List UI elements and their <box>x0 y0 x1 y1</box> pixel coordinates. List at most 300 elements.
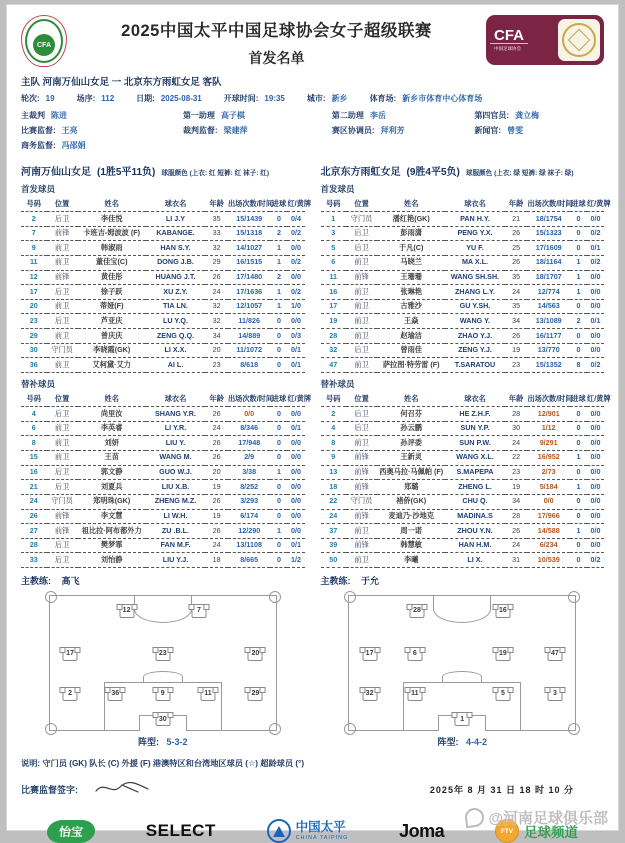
cell-number: 7 <box>21 226 47 241</box>
column-header: 年龄 <box>505 197 528 212</box>
ftv-circle-icon: FTV <box>495 819 519 843</box>
field-label: 比赛监督: <box>21 126 56 135</box>
cell-cards: 0/1 <box>287 538 304 553</box>
center-circle-arc <box>134 595 192 623</box>
cell-position: 守门员 <box>346 212 377 227</box>
cell-position: 前锋 <box>47 226 78 241</box>
away-team-column <box>320 159 611 748</box>
cestbon-wordmark: 怡宝 <box>46 820 96 843</box>
cell-number: 5 <box>321 241 347 256</box>
label-value-pair <box>21 125 183 136</box>
player-row <box>321 285 605 300</box>
cell-name: 孙云鹏 <box>377 421 445 436</box>
cell-name: 蒂娅(F) <box>78 299 146 314</box>
cell-age: 23 <box>205 358 228 373</box>
cell-goals: 0 <box>570 553 587 568</box>
player-row <box>321 421 605 436</box>
cell-position: 后卫 <box>346 343 377 358</box>
cell-jersey-name: SUN Y.P. <box>445 421 505 436</box>
field-value: 高子棋 <box>220 111 245 120</box>
cell-caps-time: 13/1108 <box>228 538 271 553</box>
cell-position: 前卫 <box>346 553 377 568</box>
column-header: 姓名 <box>377 197 445 212</box>
cell-goals: 0 <box>270 407 287 422</box>
cell-number: 39 <box>321 538 347 553</box>
column-header: 进球 <box>570 197 587 212</box>
field-value: 梁建萍 <box>223 126 248 135</box>
jersey-number: 17 <box>365 650 374 658</box>
cell-name: 于凡(C) <box>377 241 445 256</box>
cell-caps-time: 10/539 <box>527 553 570 568</box>
field-value: 新乡市体育中心体育场 <box>402 94 483 103</box>
player-row <box>21 212 305 227</box>
cell-cards: 0/1 <box>287 358 304 373</box>
taiping-en-wordmark: CHINA TAIPING <box>295 834 349 841</box>
cell-age: 26 <box>205 450 228 465</box>
cell-cards: 0/0 <box>587 480 604 495</box>
cell-age: 29 <box>205 255 228 270</box>
cell-goals: 0 <box>270 538 287 553</box>
teams-line: 主队 河南万仙山女足 一 北京东方雨虹女足 客队 <box>21 77 222 88</box>
cell-number: 15 <box>21 450 47 465</box>
cell-number: 9 <box>321 450 347 465</box>
field-value: 王亮 <box>61 126 78 135</box>
team-columns <box>7 153 618 748</box>
player-row <box>21 509 305 524</box>
cell-cards: 0/0 <box>587 494 604 509</box>
cell-goals: 0 <box>270 509 287 524</box>
cell-goals: 1 <box>570 285 587 300</box>
field-label: 第一助理 <box>182 111 215 120</box>
cell-age: 35 <box>205 212 228 227</box>
column-header: 位置 <box>47 392 78 407</box>
cell-cards: 0/0 <box>287 494 304 509</box>
cell-jersey-name: AI L. <box>146 358 206 373</box>
column-header: 红/黄牌 <box>287 197 304 212</box>
column-header: 进球 <box>270 197 287 212</box>
column-header: 出场次数/时间 <box>527 392 570 407</box>
cell-name: 刘怡静 <box>78 553 146 568</box>
select-wordmark: SELECT <box>145 821 216 841</box>
cell-number: 8 <box>21 436 47 451</box>
cell-caps-time: 18/1707 <box>527 270 570 285</box>
cell-cards: 0/2 <box>587 358 604 373</box>
cell-caps-time: 16/1515 <box>228 255 271 270</box>
corner-arc <box>344 591 356 603</box>
column-header: 位置 <box>47 197 78 212</box>
cell-number: 29 <box>21 329 47 344</box>
page-title: 2025中国太平中国足球协会女子超级联赛 <box>121 22 432 40</box>
lineup-sheet <box>6 4 619 841</box>
cell-goals: 0 <box>570 538 587 553</box>
cell-caps-time: 13/770 <box>527 343 570 358</box>
cell-name: 徐子跃 <box>78 285 146 300</box>
cell-goals: 0 <box>570 421 587 436</box>
cell-position: 前卫 <box>47 358 78 373</box>
cell-age: 32 <box>205 299 228 314</box>
column-header: 位置 <box>346 392 377 407</box>
label-value-pair <box>224 93 285 104</box>
jersey-number: 12 <box>122 607 131 615</box>
cell-jersey-name: S.MAPEPA <box>445 465 505 480</box>
player-row <box>21 538 305 553</box>
cell-number: 3 <box>321 226 347 241</box>
column-header: 出场次数/时间 <box>228 392 271 407</box>
cell-number: 27 <box>21 524 47 539</box>
field-value: 陈进 <box>51 111 67 120</box>
away-team-record: (9胜4平5负) <box>406 167 460 178</box>
player-row <box>321 524 605 539</box>
cell-jersey-name: WANG X.L. <box>445 450 505 465</box>
jersey-icon <box>362 687 377 701</box>
field-value: 2025-08-31 <box>160 94 202 103</box>
column-header: 号码 <box>21 197 47 212</box>
cell-number: 16 <box>321 285 347 300</box>
corner-arc <box>269 723 281 735</box>
cell-caps-time: 12/901 <box>527 407 570 422</box>
away-formation-line <box>321 735 605 748</box>
cell-name: 郑璐 <box>377 480 445 495</box>
player-row <box>321 255 605 270</box>
cell-age: 24 <box>505 538 528 553</box>
cell-caps-time: 8/252 <box>228 480 271 495</box>
cell-cards: 0/0 <box>587 421 604 436</box>
cell-number: 11 <box>21 255 47 270</box>
cell-caps-time: 12/290 <box>228 524 271 539</box>
column-header: 位置 <box>346 197 377 212</box>
cell-jersey-name: ZHOU Y.N. <box>445 524 505 539</box>
cell-position: 前卫 <box>346 329 377 344</box>
cell-goals: 0 <box>570 407 587 422</box>
cell-goals: 1 <box>570 270 587 285</box>
column-header: 号码 <box>321 197 347 212</box>
cell-cards: 0/0 <box>287 436 304 451</box>
jersey-number: 47 <box>551 650 559 658</box>
cell-caps-time: 16/952 <box>527 450 570 465</box>
cell-position: 后卫 <box>47 212 78 227</box>
cell-goals: 0 <box>270 421 287 436</box>
cell-name: 黄佳彤 <box>78 270 146 285</box>
page-subtitle: 首发名单 <box>248 50 305 66</box>
cell-caps-time: 17/1636 <box>228 285 271 300</box>
cell-cards: 0/1 <box>287 421 304 436</box>
cell-name: 古雅沙 <box>377 299 445 314</box>
cell-jersey-name: FAN M.F. <box>146 538 206 553</box>
cell-goals: 0 <box>270 358 287 373</box>
away-team-name: 北京东方雨虹女足 <box>320 167 401 178</box>
player-row <box>321 212 605 227</box>
watermark-text: @河南足球俱乐部 <box>488 810 608 827</box>
cell-number: 17 <box>21 285 47 300</box>
joma-wordmark: Joma <box>399 820 445 841</box>
cell-jersey-name: LI X. <box>445 553 505 568</box>
jersey-number: 6 <box>412 650 417 658</box>
column-header: 年龄 <box>205 197 228 212</box>
cell-jersey-name: LI J.Y <box>146 212 206 227</box>
player-row <box>321 553 605 568</box>
column-header: 年龄 <box>505 392 528 407</box>
cell-jersey-name: HAN S.Y. <box>146 241 206 256</box>
jersey-icon <box>547 687 562 701</box>
cell-number: 2 <box>321 407 347 422</box>
cell-caps-time: 9/291 <box>527 436 570 451</box>
cell-jersey-name: SUN P.W. <box>445 436 505 451</box>
cell-age: 19 <box>205 509 228 524</box>
football-channel-wordmark: 足球频道 <box>523 825 578 841</box>
cell-name: 李晓霞(GK) <box>78 343 146 358</box>
cell-name: 董佳宝(C) <box>78 255 146 270</box>
cell-number: 13 <box>321 465 347 480</box>
cell-goals: 0 <box>270 329 287 344</box>
cell-cards: 0/0 <box>587 538 604 553</box>
china-taiping-logo <box>267 819 349 843</box>
cell-name: 褚侨(GK) <box>377 494 445 509</box>
cell-jersey-name: TIA LN. <box>146 299 206 314</box>
cell-caps-time: 16/1177 <box>527 329 570 344</box>
gold-emblem-icon <box>558 19 600 61</box>
cell-age: 20 <box>205 465 228 480</box>
column-header: 球衣名 <box>445 197 505 212</box>
field-value: 冯邵娟 <box>61 141 86 150</box>
cell-age: 33 <box>205 226 228 241</box>
jersey-icon <box>495 604 510 618</box>
table-header-row <box>321 197 605 212</box>
cell-jersey-name: GUO W.J. <box>146 465 206 480</box>
cell-caps-time: 11/826 <box>228 314 271 329</box>
home-formation-pitch <box>49 595 277 731</box>
cell-age: 26 <box>205 436 228 451</box>
jersey-number: 5 <box>500 690 505 698</box>
cell-goals: 0 <box>570 241 587 256</box>
corner-arc <box>45 723 57 735</box>
jersey-number: 2 <box>68 690 73 698</box>
cell-jersey-name: LI Y.R. <box>146 421 206 436</box>
cell-age: 26 <box>505 524 528 539</box>
jersey-icon <box>547 647 562 661</box>
cell-age: 32 <box>205 314 228 329</box>
coach-label: 主教练: <box>21 576 51 587</box>
cell-number: 22 <box>321 494 347 509</box>
cell-age: 19 <box>505 343 528 358</box>
cell-age: 34 <box>505 314 528 329</box>
cell-name: 刘妍 <box>78 436 146 451</box>
away-kit-colors: 球服颜色 (上衣: 绿 短裤: 绿 袜子: 绿) <box>465 170 574 177</box>
label-value-pair <box>136 93 202 104</box>
cell-name: 西奥马拉·马佩帕 (F) <box>377 465 445 480</box>
cell-caps-time: 3/38 <box>228 465 271 480</box>
player-row <box>21 314 305 329</box>
cell-cards: 0/0 <box>587 509 604 524</box>
field-label: 商务监督: <box>21 141 56 150</box>
cell-cards: 0/0 <box>287 509 304 524</box>
player-row <box>21 343 305 358</box>
cell-position: 前锋 <box>346 480 377 495</box>
cell-goals: 0 <box>270 343 287 358</box>
home-subs-label: 替补球员 <box>21 379 56 390</box>
cell-number: 20 <box>21 299 47 314</box>
cell-name: 何召芬 <box>377 407 445 422</box>
cell-position: 前锋 <box>346 450 377 465</box>
jersey-icon <box>119 604 134 618</box>
cell-position: 后卫 <box>346 421 377 436</box>
cell-position: 前锋 <box>47 270 78 285</box>
cell-goals: 0 <box>270 480 287 495</box>
cell-cards: 0/0 <box>587 450 604 465</box>
cell-caps-time: 6/234 <box>527 538 570 553</box>
cell-age: 20 <box>205 343 228 358</box>
cell-goals: 1 <box>570 480 587 495</box>
column-header: 红/黄牌 <box>587 197 604 212</box>
jersey-number: 32 <box>365 690 374 698</box>
cell-name: 尚里汝 <box>78 407 146 422</box>
jersey-icon <box>362 647 377 661</box>
home-starters-table <box>21 197 312 373</box>
cell-number: 18 <box>321 480 347 495</box>
field-value: 龚立梅 <box>515 111 540 120</box>
label-value-pair <box>332 110 475 121</box>
cell-jersey-name: MADINA.S <box>445 509 505 524</box>
jersey-icon <box>63 647 78 661</box>
cell-age: 35 <box>505 270 528 285</box>
cell-name: 王焱 <box>377 314 445 329</box>
cell-goals: 0 <box>570 226 587 241</box>
label-value-pair <box>77 93 115 104</box>
cell-position: 前锋 <box>47 509 78 524</box>
cell-goals: 1 <box>570 255 587 270</box>
field-value: 曾雯 <box>507 126 524 135</box>
cell-position: 前锋 <box>346 509 377 524</box>
cell-cards: 0/0 <box>587 407 604 422</box>
cell-position: 后卫 <box>346 241 377 256</box>
away-team-header <box>321 163 605 178</box>
cell-cards: 0/0 <box>287 270 304 285</box>
cell-jersey-name: KABANGE. <box>146 226 206 241</box>
cell-position: 后卫 <box>47 553 78 568</box>
cell-cards: 0/0 <box>287 465 304 480</box>
cell-age: 24 <box>505 436 528 451</box>
cell-goals: 0 <box>270 450 287 465</box>
cell-caps-time: 17/966 <box>527 509 570 524</box>
cell-position: 前卫 <box>47 450 78 465</box>
cell-position: 后卫 <box>47 480 78 495</box>
field-label: 日期: <box>136 94 155 103</box>
cell-caps-time: 6/174 <box>228 509 271 524</box>
cell-number: 50 <box>321 553 347 568</box>
home-formation-line <box>21 735 305 748</box>
cell-caps-time: 15/1439 <box>228 212 271 227</box>
cell-name: 李曦 <box>377 553 445 568</box>
cell-position: 前卫 <box>47 436 78 451</box>
cell-jersey-name: ZENG Q.Q. <box>146 329 206 344</box>
cell-cards: 0/0 <box>587 212 604 227</box>
cell-caps-time: 2/73 <box>527 465 570 480</box>
cell-goals: 1 <box>270 241 287 256</box>
cell-position: 前卫 <box>47 241 78 256</box>
cell-age: 24 <box>205 421 228 436</box>
home-team-record: (1胜5平11负) <box>97 167 156 178</box>
cell-jersey-name: LI W.H. <box>146 509 206 524</box>
cell-goals: 0 <box>270 494 287 509</box>
cell-goals: 0 <box>270 212 287 227</box>
cell-goals: 0 <box>570 494 587 509</box>
cell-caps-time: 5/184 <box>527 480 570 495</box>
jersey-number: 1 <box>460 715 465 723</box>
legend-note: 说明: 守门员 (GK) 队长 (C) 外援 (F) 港澳特区和台湾地区球员 (☆) 超龄球员 (°) <box>21 759 305 769</box>
cell-age: 26 <box>505 255 528 270</box>
cell-caps-time: 8/346 <box>228 421 271 436</box>
cell-name: 李英睿 <box>78 421 146 436</box>
jersey-number: 20 <box>251 650 260 658</box>
cell-age: 26 <box>505 226 528 241</box>
cell-age: 23 <box>505 465 528 480</box>
column-header: 年龄 <box>205 392 228 407</box>
jersey-icon <box>410 604 425 618</box>
cell-position: 守门员 <box>47 494 78 509</box>
cell-name: 郭文静 <box>78 465 146 480</box>
cell-age: 26 <box>205 524 228 539</box>
cell-name: 王苗 <box>78 450 146 465</box>
cell-jersey-name: ZHENG M.Z. <box>146 494 206 509</box>
cell-number: 24 <box>321 509 347 524</box>
cell-cards: 0/2 <box>287 255 304 270</box>
cell-number: 36 <box>21 358 47 373</box>
cell-position: 前卫 <box>346 255 377 270</box>
cell-number: 28 <box>21 538 47 553</box>
player-row <box>21 255 305 270</box>
cell-age: 28 <box>505 407 528 422</box>
cell-cards: 0/2 <box>587 255 604 270</box>
column-header: 号码 <box>321 392 347 407</box>
home-coach-name: 高飞 <box>61 576 80 587</box>
cell-number: 11 <box>321 270 347 285</box>
cfa-badge-text: CFA <box>490 28 528 44</box>
cell-number: 26 <box>21 509 47 524</box>
cell-jersey-name: WANG M. <box>146 450 206 465</box>
header <box>7 5 618 70</box>
cell-caps-time: 0/0 <box>228 407 271 422</box>
cell-jersey-name: PAN H.Y. <box>445 212 505 227</box>
cell-number: 23 <box>21 314 47 329</box>
cell-name: 祖比拉·阿布都外力 <box>78 524 146 539</box>
field-value: 112 <box>101 94 115 103</box>
player-row <box>21 494 305 509</box>
player-row <box>21 299 305 314</box>
player-row <box>21 450 305 465</box>
jersey-icon <box>455 712 470 726</box>
label-value-pair <box>21 140 183 151</box>
player-row <box>321 226 605 241</box>
cell-cards: 0/0 <box>287 241 304 256</box>
table-header-row <box>21 392 305 407</box>
player-row <box>21 465 305 480</box>
cell-position: 后卫 <box>346 226 377 241</box>
label-value-pair <box>474 125 604 136</box>
cell-name: 萨拉图·特劳雷 (F) <box>377 358 445 373</box>
cell-position: 前卫 <box>47 329 78 344</box>
formation-label: 阵型: <box>437 737 459 748</box>
jersey-number: 11 <box>204 690 212 698</box>
corner-arc <box>568 591 580 603</box>
player-row <box>321 314 605 329</box>
player-row <box>21 358 305 373</box>
cell-jersey-name: MA X.L. <box>445 255 505 270</box>
cell-cards: 0/0 <box>587 465 604 480</box>
player-row <box>321 450 605 465</box>
jersey-icon <box>155 712 170 726</box>
cell-age: 24 <box>205 285 228 300</box>
field-label: 主裁判 <box>21 111 45 120</box>
home-team-name: 河南万仙山女足 <box>21 167 91 178</box>
